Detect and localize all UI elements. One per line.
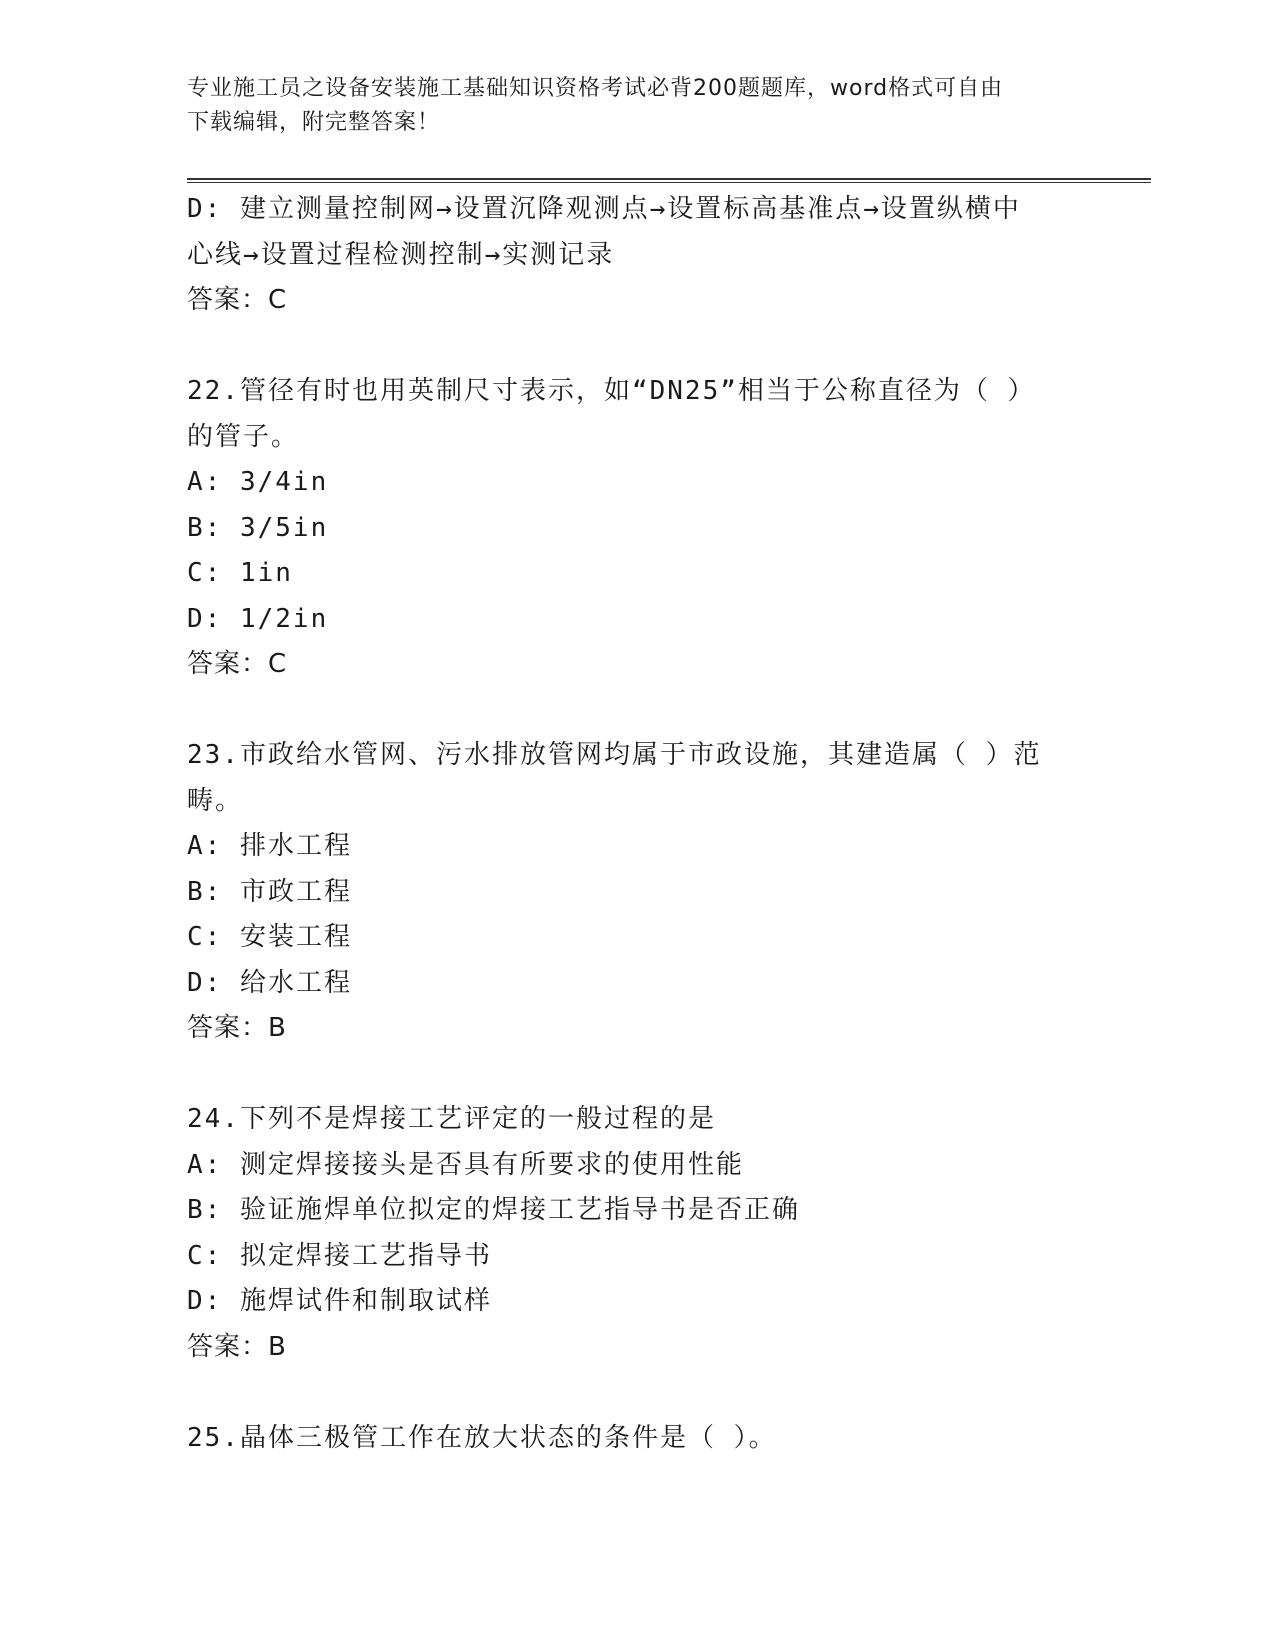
option-d: D: 建立测量控制网→设置沉降观测点→设置标高基准点→设置纵横中 xyxy=(187,194,1021,224)
option-a: A: 3/4in xyxy=(187,467,329,497)
question-25 xyxy=(187,1416,1087,1462)
spacer xyxy=(187,1052,1087,1098)
option-d: D: 施焊试件和制取试样 xyxy=(187,1286,492,1316)
option-c: C: 拟定焊接工艺指导书 xyxy=(187,1240,492,1271)
header-line-2: 下载编辑，附完整答案！ xyxy=(187,110,441,135)
answer: 答案：B xyxy=(187,1013,287,1043)
question-24 xyxy=(187,1097,1087,1370)
option-b: B: 3/5in xyxy=(187,512,329,543)
option-d: D: 给水工程 xyxy=(187,967,352,998)
question-stem: 25.晶体三极管工作在放大状态的条件是（ ）。 xyxy=(187,1422,777,1453)
question-stem: 24.下列不是焊接工艺评定的一般过程的是 xyxy=(187,1104,716,1134)
question-stem-continued: 的管子。 xyxy=(187,421,300,452)
question-stem: 22.管径有时也用英制尺寸表示，如“DN25”相当于公称直径为（ ） xyxy=(187,376,1036,406)
question-list xyxy=(187,187,1087,1461)
spacer xyxy=(187,324,1087,370)
header-divider xyxy=(187,178,1151,183)
question-stem: 23.市政给水管网、污水排放管网均属于市政设施，其建造属（ ）范 xyxy=(187,740,1042,770)
option-b: B: 市政工程 xyxy=(187,876,352,907)
option-a: A: 排水工程 xyxy=(187,831,352,861)
question-21-tail xyxy=(187,187,1087,324)
answer: 答案：B xyxy=(187,1331,287,1362)
question-23 xyxy=(187,733,1087,1052)
option-b: B: 验证施焊单位拟定的焊接工艺指导书是否正确 xyxy=(187,1195,800,1225)
answer: 答案：C xyxy=(187,649,288,679)
answer: 答案：C xyxy=(187,285,288,315)
option-d-continued: 心线→设置过程检测控制→实测记录 xyxy=(187,239,615,270)
question-stem-continued: 畴。 xyxy=(187,785,244,816)
option-c: C: 1in xyxy=(187,558,293,588)
option-a: A: 测定焊接接头是否具有所要求的使用性能 xyxy=(187,1149,744,1180)
spacer xyxy=(187,688,1087,734)
header-line-1: 专业施工员之设备安装施工基础知识资格考试必背200题题库，word格式可自由 xyxy=(187,76,1004,101)
spacer xyxy=(187,1370,1087,1416)
option-d: D: 1/2in xyxy=(187,603,329,634)
document-header xyxy=(187,72,1067,140)
question-22 xyxy=(187,369,1087,688)
option-c: C: 安装工程 xyxy=(187,922,352,952)
